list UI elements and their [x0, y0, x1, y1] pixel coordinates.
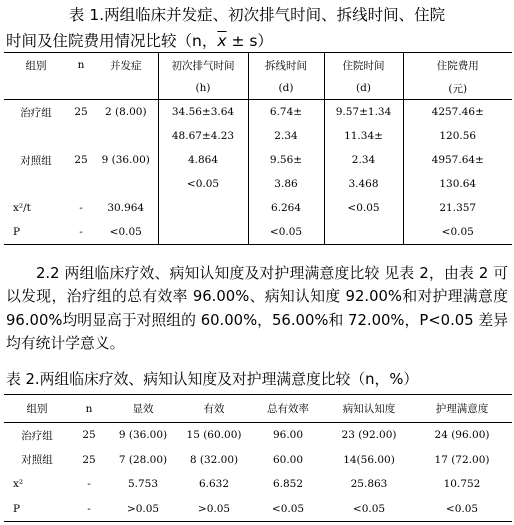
- table-header: 住院时间: [324, 53, 403, 78]
- results-paragraph: 2.2 两组临床疗效、病知认知度及对护理满意度比较 见表 2，由表 2 可以发现，治疗组的总有效率 96.00%、病知认知度 92.00%和对护理满意度 96.00%均明显高于对照组的 60.00%，56.00%和 72.00%，P<0.05 差异均有统计学意义。: [6, 265, 508, 353]
- table-cell: 21.357: [403, 196, 512, 220]
- table-row: [4, 100, 512, 125]
- table1: [4, 52, 512, 245]
- table-row: [4, 497, 512, 522]
- table-cell: <0.05: [352, 502, 386, 515]
- table-cell: x²: [13, 478, 24, 491]
- table-cell: 2.34: [324, 148, 403, 172]
- table-cell: -: [87, 502, 91, 515]
- caption-text: ± s）: [226, 32, 273, 50]
- table-header: 护理满意度: [412, 395, 512, 423]
- table-header: 初次排气时间: [158, 53, 248, 78]
- table-cell: [68, 124, 94, 148]
- table-cell: 8 (32.00): [189, 453, 239, 466]
- table-cell: 治疗组: [20, 106, 52, 119]
- table-cell: 25: [74, 154, 88, 166]
- table-cell: 治疗组: [21, 429, 53, 442]
- table-row: [4, 423, 512, 448]
- table1-caption-line1: 表 1.两组临床并发症、初次排气时间、拆线时间、住院: [68, 6, 446, 24]
- table-header: 病知认知度: [326, 395, 412, 423]
- table-cell: <0.05: [158, 172, 248, 196]
- table-cell: -: [79, 202, 83, 214]
- mean-symbol: $\overline{x}$: [217, 32, 227, 50]
- table-cell: [68, 172, 94, 196]
- table-header: 并发症: [110, 59, 142, 72]
- table1-caption: [6, 2, 508, 54]
- table-cell: 24 (96.00): [434, 429, 490, 442]
- table-cell: 2 (8.00): [104, 106, 147, 118]
- table-header: 拆线时间: [248, 53, 324, 78]
- table-cell: 对照组: [20, 154, 52, 167]
- table-cell: 9.57±1.34: [324, 100, 403, 125]
- table-header: 总有效率: [250, 395, 326, 423]
- table-cell: 25: [74, 106, 88, 118]
- table1-caption-line2: [6, 28, 508, 54]
- table-cell: 30.964: [107, 202, 145, 214]
- table-header: n: [77, 59, 85, 71]
- table-row: [4, 196, 512, 220]
- table-row: [4, 472, 512, 497]
- table1-units-row: [4, 77, 512, 100]
- table-cell: 9.56±: [248, 148, 324, 172]
- table-cell: 34.56±3.64: [158, 100, 248, 125]
- table-cell: 6.852: [272, 478, 304, 491]
- table-cell: 6.632: [198, 478, 230, 491]
- table2-caption: 表 2.两组临床疗效、病知认知度及对护理满意度比较（n，%）: [6, 371, 419, 388]
- table-cell: 130.64: [403, 172, 512, 196]
- table-cell: >0.05: [197, 502, 231, 515]
- unit-cell: (元): [403, 77, 512, 100]
- table-cell: 14(56.00): [343, 453, 395, 466]
- table1-header-row: [4, 53, 512, 78]
- table2: [4, 394, 512, 522]
- table-cell: P: [13, 502, 21, 515]
- table-row: [4, 124, 512, 148]
- table-header: 组别: [25, 59, 47, 72]
- table-cell: 4.864: [158, 148, 248, 172]
- table-cell: <0.05: [324, 196, 403, 220]
- table-cell: 120.56: [403, 124, 512, 148]
- table-cell: 60.00: [272, 453, 304, 466]
- table-row: [4, 148, 512, 172]
- table-cell: <0.05: [271, 502, 305, 515]
- table-cell: -: [79, 226, 83, 238]
- table-cell: [94, 172, 158, 196]
- table-cell: [4, 124, 68, 148]
- table-cell: 9 (36.00): [118, 429, 168, 442]
- table-header: 住院费用: [403, 53, 512, 78]
- table-cell: <0.05: [445, 502, 479, 515]
- table-row: [4, 220, 512, 245]
- table-cell: x²/t: [13, 202, 31, 214]
- unit-cell: (h): [158, 77, 248, 100]
- table-cell: <0.05: [248, 220, 324, 245]
- table-row: [4, 172, 512, 196]
- table-cell: 4257.46±: [403, 100, 512, 125]
- table-header: n: [70, 395, 108, 423]
- table-cell: [158, 196, 248, 220]
- table-cell: 3.86: [248, 172, 324, 196]
- table-cell: 23 (92.00): [341, 429, 397, 442]
- table-cell: P: [13, 226, 21, 238]
- table-header: 有效: [178, 395, 250, 423]
- table-header: 显效: [108, 395, 178, 423]
- unit-cell: [4, 77, 68, 100]
- table-cell: 对照组: [21, 454, 53, 467]
- unit-cell: (d): [324, 77, 403, 100]
- table-cell: 15 (60.00): [186, 429, 242, 442]
- table-row: [4, 448, 512, 473]
- table-cell: 5.753: [127, 478, 159, 491]
- table-cell: -: [87, 478, 91, 491]
- table-cell: 25: [82, 429, 96, 442]
- table-cell: 6.264: [248, 196, 324, 220]
- table-cell: 7 (28.00): [118, 453, 168, 466]
- table-cell: 3.468: [324, 172, 403, 196]
- table-cell: <0.05: [403, 220, 512, 245]
- table-cell: 11.34±: [324, 124, 403, 148]
- table-cell: [4, 172, 68, 196]
- table-cell: 9 (36.00): [101, 154, 150, 166]
- unit-cell: [68, 77, 94, 100]
- unit-cell: [94, 77, 158, 100]
- table-header: 组别: [4, 395, 70, 423]
- table-cell: 2.34: [248, 124, 324, 148]
- table-cell: 96.00: [272, 429, 304, 442]
- table-cell: 48.67±4.23: [158, 124, 248, 148]
- table-cell: 25: [82, 453, 96, 466]
- table-cell: [94, 124, 158, 148]
- table-cell: [324, 220, 403, 245]
- table-cell: 10.752: [443, 478, 481, 491]
- unit-cell: (d): [248, 77, 324, 100]
- table-cell: 25.863: [350, 478, 388, 491]
- table-cell: 4957.64±: [403, 148, 512, 172]
- table-cell: >0.05: [126, 502, 160, 515]
- table-cell: [158, 220, 248, 245]
- table-cell: 6.74±: [248, 100, 324, 125]
- table-cell: <0.05: [109, 226, 142, 238]
- table-cell: 17 (72.00): [434, 453, 490, 466]
- caption-text: 时间及住院费用情况比较（n，: [6, 32, 218, 50]
- table2-header-row: [4, 395, 512, 423]
